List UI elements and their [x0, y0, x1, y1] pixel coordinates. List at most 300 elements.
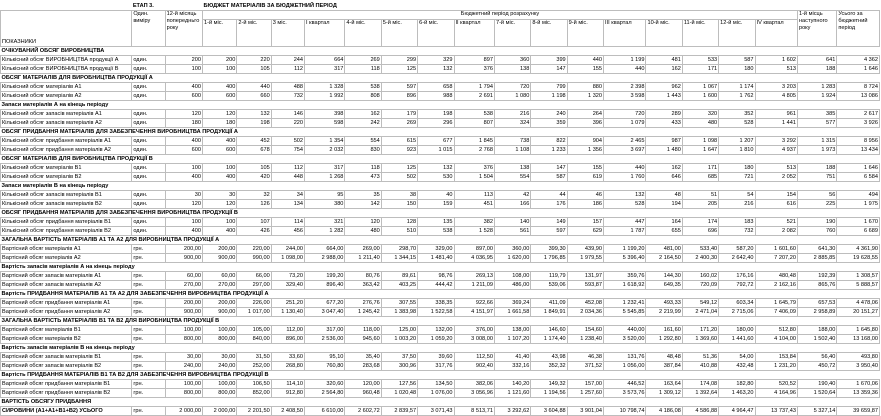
value-cell[interactable]: 587: [531, 173, 567, 182]
value-cell[interactable]: 142: [345, 200, 381, 209]
value-cell[interactable]: 162: [345, 110, 381, 119]
value-cell[interactable]: 641,30: [797, 245, 836, 254]
value-cell[interactable]: 118: [345, 65, 381, 74]
value-cell[interactable]: 3 598: [604, 92, 646, 101]
row-label[interactable]: Вартісний обсяг матеріалів В2: [1, 335, 132, 344]
value-cell[interactable]: 105: [237, 65, 271, 74]
row-unit[interactable]: грн.: [132, 272, 165, 281]
value-cell[interactable]: 1 356: [567, 146, 603, 155]
value-cell[interactable]: 296: [418, 119, 454, 128]
value-cell[interactable]: 363,42: [345, 281, 381, 290]
value-cell[interactable]: 923: [381, 146, 417, 155]
value-cell[interactable]: 155: [567, 164, 603, 173]
value-cell[interactable]: 240: [531, 110, 567, 119]
value-cell[interactable]: 48: [646, 191, 682, 200]
value-cell[interactable]: 118: [345, 164, 381, 173]
value-cell[interactable]: 400: [203, 137, 237, 146]
row-label[interactable]: Кількісний обсяг матеріалів А2: [1, 92, 132, 101]
value-cell[interactable]: 400: [203, 227, 237, 236]
value-cell[interactable]: 112: [271, 164, 304, 173]
value-cell[interactable]: 4 104,00: [755, 335, 797, 344]
value-cell[interactable]: 792,72: [719, 281, 755, 290]
value-cell[interactable]: 538: [345, 83, 381, 92]
value-cell[interactable]: 446,52: [604, 380, 646, 389]
value-cell[interactable]: 154: [755, 191, 797, 200]
value-cell[interactable]: 80,76: [345, 272, 381, 281]
row-unit[interactable]: один.: [132, 92, 165, 101]
value-cell[interactable]: 1 646: [837, 164, 880, 173]
value-cell[interactable]: 48,48: [646, 353, 682, 362]
value-cell[interactable]: 1 760: [604, 173, 646, 182]
value-cell[interactable]: 1 645,79: [755, 299, 797, 308]
value-cell[interactable]: 1 344,15: [381, 254, 417, 263]
value-cell[interactable]: 1 174,40: [531, 335, 567, 344]
value-cell[interactable]: 399,30: [531, 245, 567, 254]
value-cell[interactable]: 521: [755, 218, 797, 227]
value-cell[interactable]: 54,00: [719, 353, 755, 362]
value-cell[interactable]: 1 232,41: [604, 299, 646, 308]
value-cell[interactable]: 655: [646, 227, 682, 236]
value-cell[interactable]: 171,20: [682, 326, 718, 335]
value-cell[interactable]: 1 308,57: [837, 272, 880, 281]
value-cell[interactable]: 107: [237, 218, 271, 227]
value-cell[interactable]: 164: [646, 218, 682, 227]
value-cell[interactable]: 922,66: [454, 299, 494, 308]
row-label[interactable]: Вартісний обсяг придбання матеріалів А1: [1, 299, 132, 308]
value-cell[interactable]: 1 328: [305, 83, 345, 92]
value-cell[interactable]: 961: [755, 110, 797, 119]
value-cell[interactable]: 320,60: [305, 380, 345, 389]
value-cell[interactable]: 4 586,88: [682, 407, 718, 416]
value-cell[interactable]: 321: [305, 218, 345, 227]
value-cell[interactable]: 60,00: [165, 272, 202, 281]
value-cell[interactable]: 593,87: [567, 281, 603, 290]
value-cell[interactable]: 100: [165, 218, 202, 227]
value-cell[interactable]: 44: [531, 191, 567, 200]
value-cell[interactable]: 13 086: [837, 92, 880, 101]
value-cell[interactable]: 2 617: [837, 110, 880, 119]
value-cell[interactable]: 1 670,06: [837, 380, 880, 389]
value-cell[interactable]: 307,55: [381, 299, 417, 308]
value-cell[interactable]: 444,42: [418, 281, 454, 290]
value-cell[interactable]: 440: [567, 56, 603, 65]
value-cell[interactable]: 440: [604, 164, 646, 173]
value-cell[interactable]: 4 362: [837, 56, 880, 65]
value-cell[interactable]: 120,00: [345, 380, 381, 389]
value-cell[interactable]: 649,35: [646, 281, 682, 290]
row-unit[interactable]: грн.: [132, 380, 165, 389]
value-cell[interactable]: 3 697: [604, 146, 646, 155]
value-cell[interactable]: 1 017,00: [237, 308, 271, 317]
value-cell[interactable]: 161,60: [646, 326, 682, 335]
value-cell[interactable]: 95,10: [305, 353, 345, 362]
value-cell[interactable]: 616: [755, 200, 797, 209]
value-cell[interactable]: 456: [271, 227, 304, 236]
value-cell[interactable]: 2 885,85: [797, 254, 836, 263]
value-cell[interactable]: 6 610,00: [305, 407, 345, 416]
row-label[interactable]: Кількісний обсяг запасів матеріалів В1: [1, 191, 132, 200]
value-cell[interactable]: 289: [646, 110, 682, 119]
value-cell[interactable]: 371,52: [567, 362, 603, 371]
value-cell[interactable]: 138: [494, 164, 530, 173]
value-cell[interactable]: 37,50: [381, 353, 417, 362]
value-cell[interactable]: 411,09: [531, 299, 567, 308]
value-cell[interactable]: 822: [531, 137, 567, 146]
value-cell[interactable]: 538: [418, 227, 454, 236]
value-cell[interactable]: 400: [165, 83, 202, 92]
row-label[interactable]: Вартісний обсяг запасів матеріалів А1: [1, 272, 132, 281]
value-cell[interactable]: 1 504: [454, 173, 494, 182]
value-cell[interactable]: 205: [682, 200, 718, 209]
value-cell[interactable]: 200,00: [165, 245, 202, 254]
value-cell[interactable]: 480,48: [755, 272, 797, 281]
value-cell[interactable]: 800,00: [165, 335, 202, 344]
value-cell[interactable]: 155: [567, 65, 603, 74]
value-cell[interactable]: 677,20: [305, 299, 345, 308]
value-cell[interactable]: 440: [237, 83, 271, 92]
row-label[interactable]: Кількісний обсяг придбання матеріалів А1: [1, 137, 132, 146]
value-cell[interactable]: 1 979,55: [567, 254, 603, 263]
value-cell[interactable]: 140: [494, 218, 530, 227]
value-cell[interactable]: 720: [604, 110, 646, 119]
value-cell[interactable]: 297,00: [237, 281, 271, 290]
value-cell[interactable]: 105: [237, 164, 271, 173]
value-cell[interactable]: 1 076,00: [418, 389, 454, 398]
value-cell[interactable]: 1 292,80: [646, 335, 682, 344]
value-cell[interactable]: 186: [567, 200, 603, 209]
value-cell[interactable]: 329: [418, 56, 454, 65]
value-cell[interactable]: 283,68: [345, 362, 381, 371]
value-cell[interactable]: 73,20: [271, 272, 304, 281]
row-label[interactable]: Кількісний обсяг матеріалів В2: [1, 173, 132, 182]
value-cell[interactable]: 159: [418, 200, 454, 209]
value-cell[interactable]: 7 207,20: [755, 254, 797, 263]
value-cell[interactable]: 678: [237, 146, 271, 155]
value-cell[interactable]: 1 059,20: [418, 335, 454, 344]
value-cell[interactable]: 147: [531, 164, 567, 173]
value-cell[interactable]: 270,00: [165, 281, 202, 290]
value-cell[interactable]: 1 199: [604, 56, 646, 65]
row-unit[interactable]: один.: [132, 110, 165, 119]
value-cell[interactable]: 1 107,20: [494, 335, 530, 344]
value-cell[interactable]: 530: [418, 173, 454, 182]
value-cell[interactable]: 276,76: [345, 299, 381, 308]
value-cell[interactable]: 270,00: [203, 281, 237, 290]
value-cell[interactable]: 359: [531, 119, 567, 128]
value-cell[interactable]: 40: [418, 191, 454, 200]
row-unit[interactable]: грн.: [132, 335, 165, 344]
value-cell[interactable]: 298,70: [381, 245, 417, 254]
value-cell[interactable]: 1 392,64: [682, 389, 718, 398]
value-cell[interactable]: 176: [531, 200, 567, 209]
value-cell[interactable]: 988: [418, 92, 454, 101]
value-cell[interactable]: 2 465: [604, 137, 646, 146]
value-cell[interactable]: 2 032: [305, 146, 345, 155]
value-cell[interactable]: 754: [271, 146, 304, 155]
value-cell[interactable]: 131,97: [567, 272, 603, 281]
value-cell[interactable]: 8 956: [837, 137, 880, 146]
value-cell[interactable]: 865,76: [797, 281, 836, 290]
value-cell[interactable]: 154,60: [567, 326, 603, 335]
value-cell[interactable]: 112: [271, 65, 304, 74]
value-cell[interactable]: 299: [381, 56, 417, 65]
value-cell[interactable]: 1 257,60: [567, 389, 603, 398]
value-cell[interactable]: 5 545,85: [604, 308, 646, 317]
value-cell[interactable]: 157,00: [567, 380, 603, 389]
value-cell[interactable]: 38: [381, 191, 417, 200]
value-cell[interactable]: 242: [345, 119, 381, 128]
value-cell[interactable]: 1 787: [604, 227, 646, 236]
value-cell[interactable]: 1 079: [604, 119, 646, 128]
value-cell[interactable]: 488: [271, 83, 304, 92]
value-cell[interactable]: 598: [305, 119, 345, 128]
value-cell[interactable]: 554: [345, 137, 381, 146]
value-cell[interactable]: 180: [203, 119, 237, 128]
value-cell[interactable]: 800,00: [203, 389, 237, 398]
value-cell[interactable]: 89,61: [381, 272, 417, 281]
value-cell[interactable]: 66,00: [237, 272, 271, 281]
row-unit[interactable]: один.: [132, 191, 165, 200]
value-cell[interactable]: 896,40: [305, 281, 345, 290]
value-cell[interactable]: 513: [755, 164, 797, 173]
value-cell[interactable]: 2 219,99: [646, 308, 682, 317]
row-label[interactable]: Вартісний обсяг матеріалів А1: [1, 245, 132, 254]
value-cell[interactable]: 677: [418, 137, 454, 146]
row-unit[interactable]: один.: [132, 218, 165, 227]
value-cell[interactable]: 830: [345, 146, 381, 155]
value-cell[interactable]: 153,84: [755, 353, 797, 362]
value-cell[interactable]: 1 199,20: [604, 245, 646, 254]
value-cell[interactable]: 46,38: [567, 353, 603, 362]
value-cell[interactable]: 41,40: [494, 353, 530, 362]
value-cell[interactable]: 5 396,40: [604, 254, 646, 263]
value-cell[interactable]: 1 198: [531, 92, 567, 101]
value-cell[interactable]: 587: [719, 56, 755, 65]
value-cell[interactable]: 732: [719, 227, 755, 236]
value-cell[interactable]: 20 151,27: [837, 308, 880, 317]
value-cell[interactable]: 4 964,47: [719, 407, 755, 416]
value-cell[interactable]: 317: [305, 65, 345, 74]
value-cell[interactable]: 896: [381, 92, 417, 101]
value-cell[interactable]: 138,00: [494, 326, 530, 335]
value-cell[interactable]: 1 211,09: [454, 281, 494, 290]
value-cell[interactable]: 1 211,40: [345, 254, 381, 263]
value-cell[interactable]: 807: [454, 119, 494, 128]
value-cell[interactable]: 1 130,40: [271, 308, 304, 317]
value-cell[interactable]: 268,80: [271, 362, 304, 371]
value-cell[interactable]: 4 361,90: [837, 245, 880, 254]
value-cell[interactable]: 166: [494, 200, 530, 209]
value-cell[interactable]: 1 015: [418, 146, 454, 155]
value-cell[interactable]: 51,36: [682, 353, 718, 362]
value-cell[interactable]: 13 168,00: [837, 335, 880, 344]
value-cell[interactable]: 1 973: [797, 146, 836, 155]
value-cell[interactable]: 987: [646, 137, 682, 146]
value-cell[interactable]: 240,00: [165, 362, 202, 371]
value-cell[interactable]: 2 536,00: [305, 335, 345, 344]
value-cell[interactable]: 380: [305, 200, 345, 209]
value-cell[interactable]: 30: [203, 191, 237, 200]
value-cell[interactable]: 448: [271, 173, 304, 182]
value-cell[interactable]: 597: [381, 83, 417, 92]
value-cell[interactable]: 4 186,08: [646, 407, 682, 416]
value-cell[interactable]: 1 480: [646, 146, 682, 155]
value-cell[interactable]: 179: [381, 110, 417, 119]
value-cell[interactable]: 400: [203, 83, 237, 92]
value-cell[interactable]: 900,00: [203, 254, 237, 263]
value-cell[interactable]: 2 400,30: [682, 254, 718, 263]
value-cell[interactable]: 200: [203, 56, 237, 65]
value-cell[interactable]: 481,00: [646, 245, 682, 254]
value-cell[interactable]: 1 810: [719, 146, 755, 155]
value-cell[interactable]: 3 604,88: [531, 407, 567, 416]
value-cell[interactable]: 138: [494, 65, 530, 74]
value-cell[interactable]: 3 901,04: [567, 407, 603, 416]
value-cell[interactable]: 376: [454, 65, 494, 74]
value-cell[interactable]: 108,00: [494, 272, 530, 281]
value-cell[interactable]: 433: [646, 119, 682, 128]
value-cell[interactable]: 200,00: [203, 245, 237, 254]
value-cell[interactable]: 13 434: [837, 146, 880, 155]
value-cell[interactable]: 33,60: [271, 353, 304, 362]
value-cell[interactable]: 149,32: [531, 380, 567, 389]
value-cell[interactable]: 1 207: [719, 137, 755, 146]
value-cell[interactable]: 3 056,96: [454, 389, 494, 398]
value-cell[interactable]: 1 975: [837, 200, 880, 209]
value-cell[interactable]: 252,00: [237, 362, 271, 371]
row-label[interactable]: Кількісний обсяг запасів матеріалів А2: [1, 119, 132, 128]
value-cell[interactable]: 760: [797, 227, 836, 236]
value-cell[interactable]: 1 003,20: [381, 335, 417, 344]
value-cell[interactable]: 600: [203, 92, 237, 101]
value-cell[interactable]: 2 471,04: [682, 308, 718, 317]
value-cell[interactable]: 13 359,36: [837, 389, 880, 398]
value-cell[interactable]: 317,76: [418, 362, 454, 371]
value-cell[interactable]: 160,02: [682, 272, 718, 281]
value-cell[interactable]: 32: [237, 191, 271, 200]
value-cell[interactable]: 799: [531, 83, 567, 92]
value-cell[interactable]: 128: [381, 218, 417, 227]
value-cell[interactable]: 149: [531, 218, 567, 227]
value-cell[interactable]: 732: [271, 92, 304, 101]
value-cell[interactable]: 685: [682, 173, 718, 182]
value-cell[interactable]: 396: [567, 119, 603, 128]
value-cell[interactable]: 7 406,09: [755, 308, 797, 317]
value-cell[interactable]: 100: [203, 164, 237, 173]
row-label[interactable]: Кількісний обсяг придбання матеріалів А2: [1, 146, 132, 155]
value-cell[interactable]: 317,00: [305, 326, 345, 335]
value-cell[interactable]: 220: [271, 119, 304, 128]
value-cell[interactable]: 188: [797, 65, 836, 74]
value-cell[interactable]: 134: [271, 200, 304, 209]
value-cell[interactable]: 5 888,57: [837, 281, 880, 290]
value-cell[interactable]: 1 502,40: [797, 335, 836, 344]
value-cell[interactable]: 95: [305, 191, 345, 200]
value-cell[interactable]: 199,20: [305, 272, 345, 281]
value-cell[interactable]: 615: [381, 137, 417, 146]
value-cell[interactable]: 1 602: [755, 56, 797, 65]
row-unit[interactable]: грн.: [132, 245, 165, 254]
value-cell[interactable]: 360,00: [494, 245, 530, 254]
row-unit[interactable]: грн.: [132, 353, 165, 362]
value-cell[interactable]: 533,40: [682, 245, 718, 254]
value-cell[interactable]: 520,52: [755, 380, 797, 389]
value-cell[interactable]: 480: [682, 119, 718, 128]
value-cell[interactable]: 660: [237, 92, 271, 101]
value-cell[interactable]: 603,34: [719, 299, 755, 308]
value-cell[interactable]: 399: [531, 56, 567, 65]
value-cell[interactable]: 188: [797, 164, 836, 173]
value-cell[interactable]: 198: [418, 110, 454, 119]
value-cell[interactable]: 619: [567, 173, 603, 182]
value-cell[interactable]: 171: [682, 65, 718, 74]
value-cell[interactable]: 440,00: [604, 326, 646, 335]
value-cell[interactable]: 1 443: [646, 92, 682, 101]
value-cell[interactable]: 852,00: [237, 389, 271, 398]
value-cell[interactable]: 105,00: [237, 326, 271, 335]
value-cell[interactable]: 2 000,00: [203, 407, 237, 416]
value-cell[interactable]: 410,88: [682, 362, 718, 371]
value-cell[interactable]: 146,60: [531, 326, 567, 335]
value-cell[interactable]: 840,00: [237, 335, 271, 344]
value-cell[interactable]: 382,06: [454, 380, 494, 389]
row-unit[interactable]: грн.: [132, 362, 165, 371]
row-label[interactable]: Кількісний обсяг придбання матеріалів В1: [1, 218, 132, 227]
value-cell[interactable]: 900,00: [203, 308, 237, 317]
value-cell[interactable]: 127,56: [381, 380, 417, 389]
value-cell[interactable]: 1 845: [454, 137, 494, 146]
value-cell[interactable]: 990,00: [237, 254, 271, 263]
value-cell[interactable]: 147: [531, 65, 567, 74]
value-cell[interactable]: 369,24: [494, 299, 530, 308]
value-cell[interactable]: 183: [719, 218, 755, 227]
value-cell[interactable]: 157: [567, 218, 603, 227]
value-cell[interactable]: 192,39: [797, 272, 836, 281]
value-cell[interactable]: 174,08: [682, 380, 718, 389]
value-cell[interactable]: 320: [682, 110, 718, 119]
row-unit[interactable]: грн.: [132, 281, 165, 290]
row-unit[interactable]: один.: [132, 227, 165, 236]
value-cell[interactable]: 216: [719, 200, 755, 209]
row-unit[interactable]: один.: [132, 65, 165, 74]
row-label[interactable]: Кількісний обсяг ВИРОБНИЦТВА продукції А: [1, 56, 132, 65]
value-cell[interactable]: 420: [237, 173, 271, 182]
value-cell[interactable]: 2 398: [604, 83, 646, 92]
row-unit[interactable]: грн.: [132, 326, 165, 335]
value-cell[interactable]: 1 796,85: [531, 254, 567, 263]
value-cell[interactable]: 2 408,50: [271, 407, 304, 416]
value-cell[interactable]: 125: [381, 164, 417, 173]
row-unit[interactable]: один.: [132, 137, 165, 146]
value-cell[interactable]: 1 481,40: [418, 254, 454, 263]
value-cell[interactable]: 904: [567, 137, 603, 146]
value-cell[interactable]: 3 203: [755, 83, 797, 92]
row-unit[interactable]: грн.: [132, 299, 165, 308]
value-cell[interactable]: 132: [418, 65, 454, 74]
value-cell[interactable]: 112,50: [454, 353, 494, 362]
value-cell[interactable]: 646: [646, 173, 682, 182]
value-cell[interactable]: 31,50: [237, 353, 271, 362]
value-cell[interactable]: 439,90: [567, 245, 603, 254]
value-cell[interactable]: 533: [682, 56, 718, 65]
value-cell[interactable]: 3 071,43: [418, 407, 454, 416]
value-cell[interactable]: 35: [345, 191, 381, 200]
value-cell[interactable]: 473: [345, 173, 381, 182]
value-cell[interactable]: 657,53: [797, 299, 836, 308]
value-cell[interactable]: 269: [345, 56, 381, 65]
value-cell[interactable]: 106,50: [237, 380, 271, 389]
value-cell[interactable]: 3 292,62: [494, 407, 530, 416]
